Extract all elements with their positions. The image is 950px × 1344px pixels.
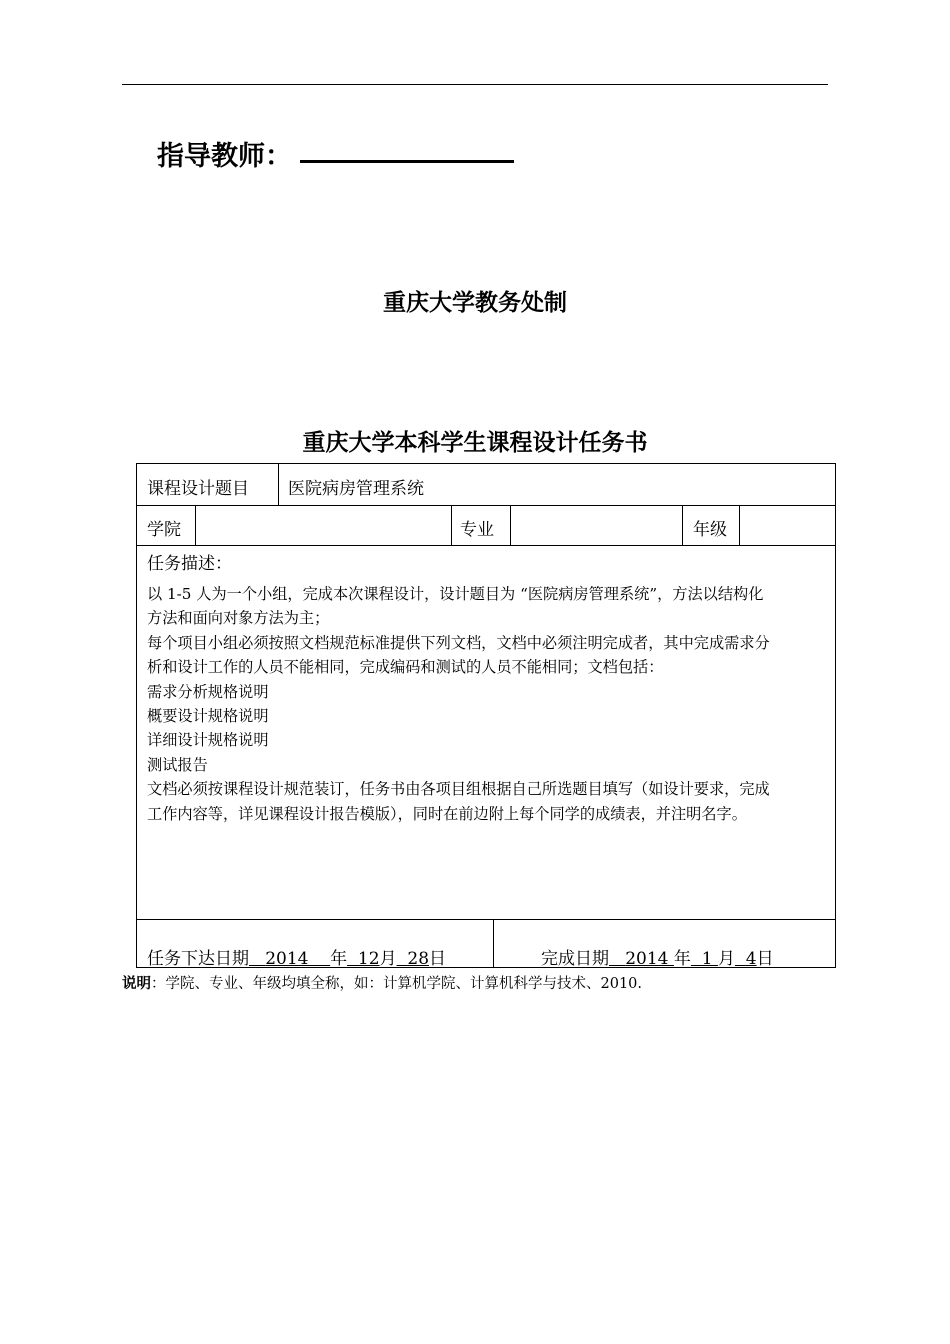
date-divider: [493, 919, 494, 967]
row-divider-1: [137, 505, 835, 506]
finish-year-unit: 年: [673, 949, 691, 969]
finish-day-unit: 日: [756, 949, 774, 969]
desc-line: 文档必须按课程设计规范装订，任务书由各项目组根据自己所选题目填写（如设计要求，完成: [147, 780, 770, 799]
finish-year: 2014: [625, 949, 669, 969]
desc-line: 析和设计工作的人员不能相同，完成编码和测试的人员不能相同；文档包括：: [147, 658, 664, 677]
finish-date-label: 完成日期: [541, 949, 609, 969]
header-rule: [122, 84, 828, 85]
college-label: 学院: [147, 520, 181, 540]
topic-value: 医院病房管理系统: [288, 479, 424, 499]
finish-day: 4: [745, 949, 757, 969]
grade-label: 年级: [693, 520, 727, 540]
office-name: 重庆大学教务处制: [383, 290, 567, 316]
advisor-blank-line: [300, 160, 514, 163]
desc-label: 任务描述：: [147, 554, 232, 574]
issue-day: 28: [407, 949, 430, 969]
issue-year: 2014: [265, 949, 309, 969]
desc-line: 每个项目小组必须按照文档规范标准提供下列文档，文档中必须注明完成者，其中完成需求分: [147, 633, 770, 652]
major-label: 专业: [460, 520, 494, 540]
issue-day-unit: 日: [429, 949, 447, 969]
desc-line: 方法和面向对象方法为主；: [147, 609, 330, 628]
issue-year-unit: 年: [330, 949, 348, 969]
major-divider-right: [510, 505, 511, 545]
task-book-title: 重庆大学本科学生课程设计任务书: [302, 430, 648, 456]
grade-divider-right: [739, 505, 740, 545]
desc-line: 需求分析规格说明: [147, 682, 269, 701]
footnote: [122, 972, 642, 993]
issue-month: 12: [357, 949, 380, 969]
row-divider-3: [137, 919, 835, 920]
desc-line: 详细设计规格说明: [147, 731, 269, 750]
topic-divider: [278, 464, 279, 505]
issue-date: [147, 944, 446, 969]
task-table: [136, 463, 836, 968]
finish-month: 1: [701, 949, 713, 969]
issue-date-label: 任务下达日期: [147, 949, 249, 969]
major-divider-left: [451, 505, 452, 545]
task-description: [147, 582, 833, 826]
row-divider-2: [137, 545, 835, 546]
college-divider: [195, 505, 196, 545]
issue-month-unit: 月: [379, 949, 397, 969]
desc-line: 测试报告: [147, 755, 208, 774]
topic-label: 课程设计题目: [147, 479, 249, 499]
finish-month-unit: 月: [717, 949, 735, 969]
footnote-text: ：学院、专业、年级均填全称，如：计算机学院、计算机科学与技术、2010.: [151, 976, 643, 992]
finish-date: [541, 944, 774, 969]
advisor-label: 指导教师：: [157, 141, 292, 172]
desc-line: 概要设计规格说明: [147, 707, 269, 726]
desc-line: 以 1-5 人为一个小组，完成本次课程设计，设计题目为 “医院病房管理系统”，方法以结构化: [147, 585, 764, 603]
footnote-label: 说明: [122, 976, 151, 992]
desc-line: 工作内容等，详见课程设计报告模版），同时在前边附上每个同学的成绩表，并注明名字。: [147, 804, 747, 823]
grade-divider-left: [682, 505, 683, 545]
